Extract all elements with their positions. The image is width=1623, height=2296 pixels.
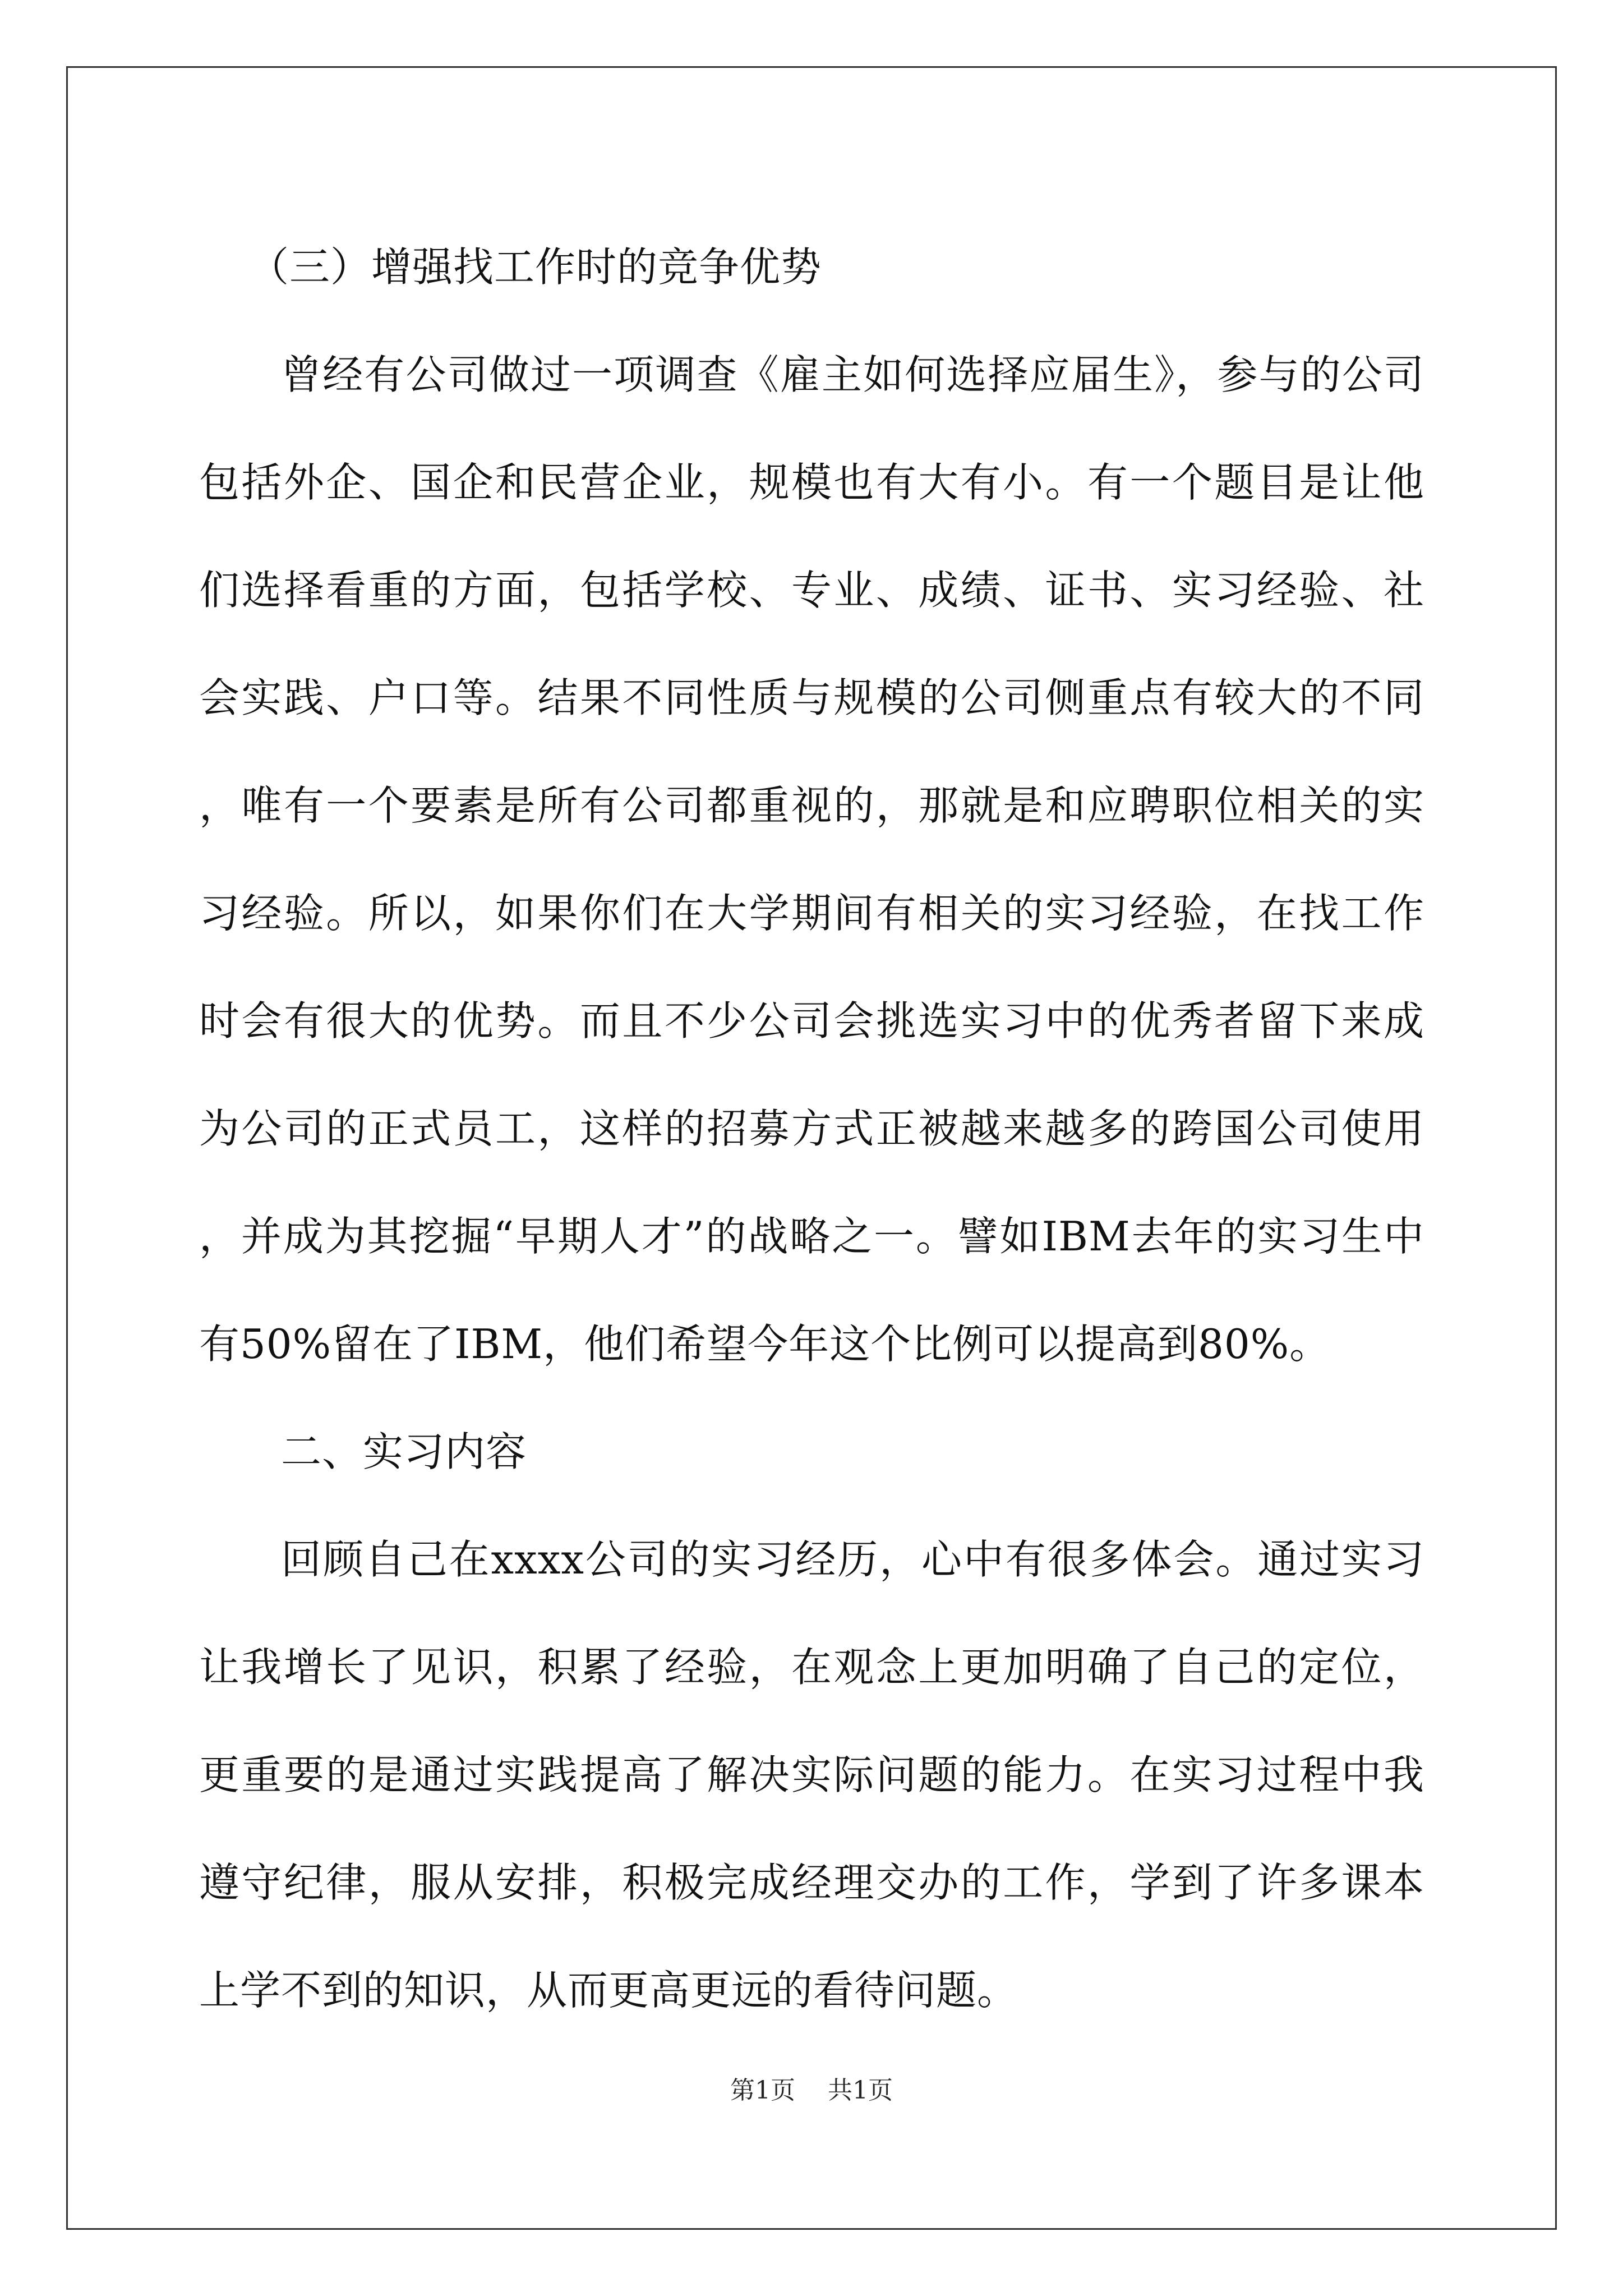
section-heading-competitive-advantage: （三）增强找工作时的竞争优势 <box>248 243 822 291</box>
paragraph-survey: 曾经有公司做过一项调查《雇主如何选择应届生》，参与的公司包括外企、国企和民营企业，规模也有大有小。有一个题目是让他们选择看重的方面，包括学校、专业、成绩、证书、实习经验、社会实践、户口等。结果不同性质与规模的公司侧重点有较大的不同，唯有一个要素是所有公司都重视的，那就是和应聘职位相关的实习经验。所以，如果你们在大学期间有相关的实习经验，在找工作时会有很大的优势。而且不少公司会挑选实习中的优秀者留下来成为公司的正式员工，这样的招募方式正被越来越多的跨国公司使用，并成为其挖掘“早期人才”的战略之一。譬如IBM去年的实习生中有50%留在了IBM，他们希望今年这个比例可以提高到80%。 <box>199 351 1424 1368</box>
paragraph-internship-review: 回顾自己在xxxx公司的实习经历，心中有很多体会。通过实习让我增长了见识，积累了经验，在观念上更加明确了自己的定位，更重要的是通过实践提高了解决实际问题的能力。在实习过程中我遵守纪律，服从安排，积极完成经理交办的工作，学到了许多课本上学不到的知识，从而更高更远的看待问题。 <box>199 1536 1424 2014</box>
document-body <box>199 213 1424 2044</box>
section-heading-internship-content: 二、实习内容 <box>281 1428 527 1475</box>
page-number-total: 共1页 <box>828 2076 893 2105</box>
page-footer <box>0 2070 1623 2106</box>
page-number-current: 第1页 <box>730 2076 795 2105</box>
